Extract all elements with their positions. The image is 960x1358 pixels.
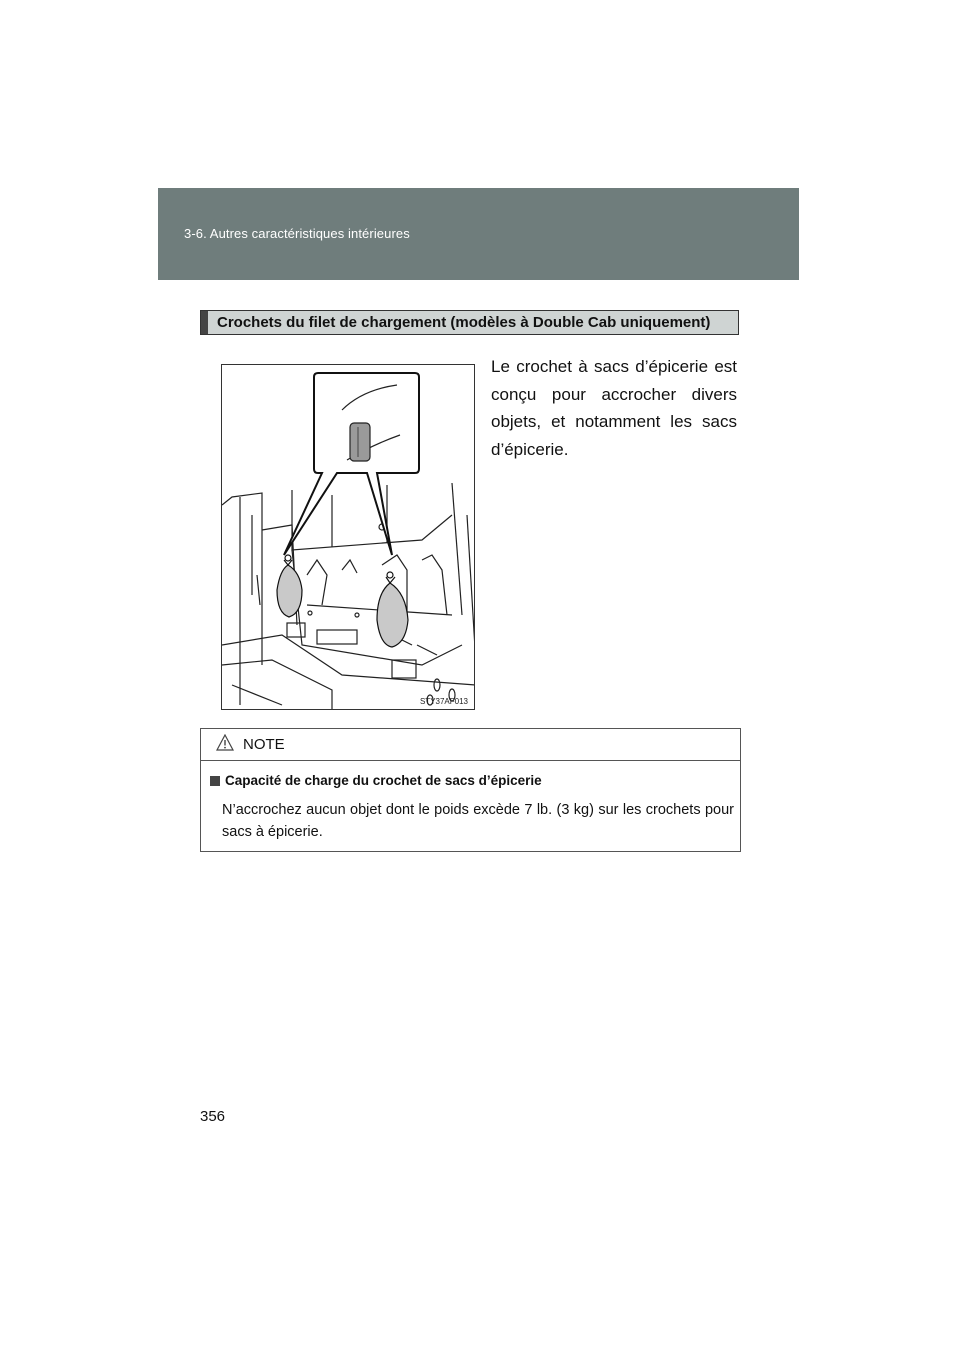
cargo-area-drawing — [222, 365, 475, 710]
section-breadcrumb: 3-6. Autres caractéristiques intérieures — [184, 226, 410, 241]
figure-code: STY37AF013 — [419, 697, 468, 706]
chapter-header-band — [158, 188, 799, 280]
title-marker — [201, 311, 208, 334]
warning-triangle-icon — [216, 734, 234, 751]
bag-hook-illustration — [221, 364, 475, 710]
body-paragraph: Le crochet à sacs d’épicerie est conçu pour accrocher divers objets, et notamment les sacs d’épicerie. — [491, 357, 737, 459]
note-header — [201, 729, 740, 761]
section-title: Crochets du filet de chargement (modèles à Double Cab uniquement) — [217, 314, 711, 331]
note-text: N’accrochez aucun objet dont le poids excède 7 lb. (3 kg) sur les crochets pour sacs à épicerie. — [222, 802, 734, 840]
note-label: NOTE — [243, 736, 285, 753]
note-box — [200, 728, 741, 852]
bullet-square-icon — [210, 776, 220, 786]
page-number: 356 — [200, 1108, 226, 1125]
note-subtitle-row — [210, 773, 542, 788]
section-title-bar — [200, 310, 739, 335]
note-subtitle: Capacité de charge du crochet de sacs d’épicerie — [225, 773, 542, 788]
